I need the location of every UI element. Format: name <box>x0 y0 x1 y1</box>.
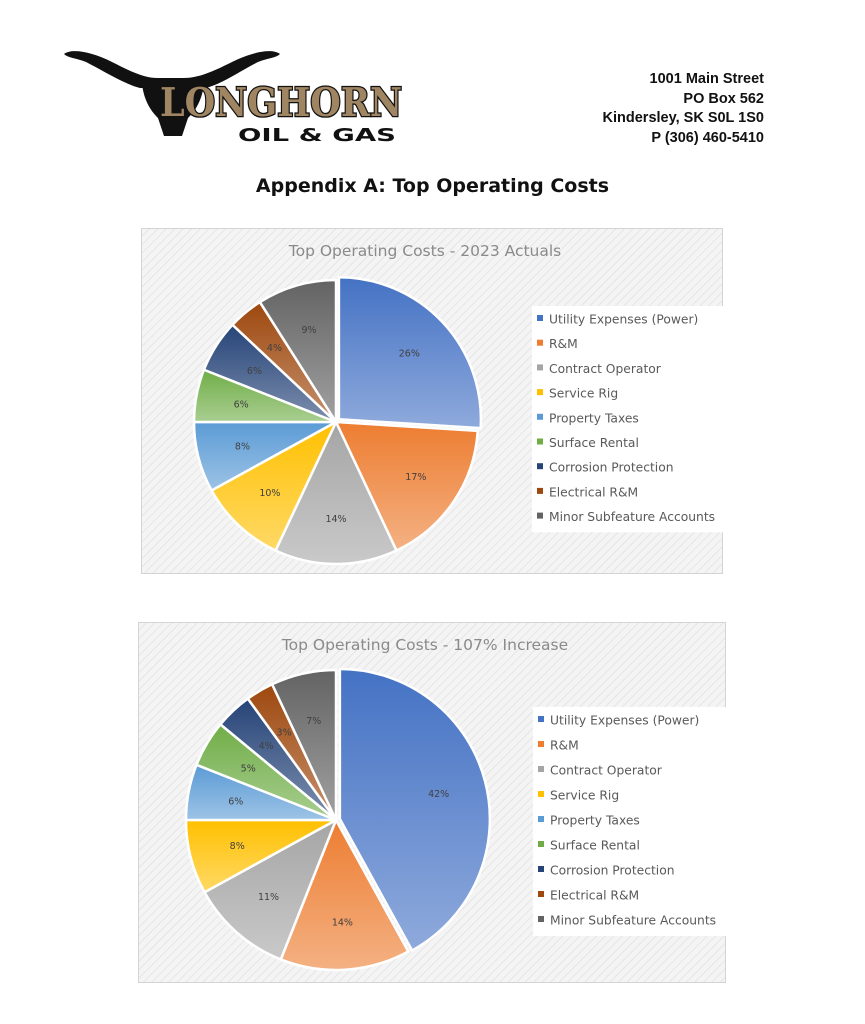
data-label-property-taxes: 8% <box>234 441 251 453</box>
address-city: Kindersley, SK S0L 1S0 <box>602 110 764 126</box>
legend-label-property-taxes: Property Taxes <box>549 411 639 426</box>
legend-swatch-service-rig <box>537 389 543 395</box>
legend-label-corrosion-protection: Corrosion Protection <box>549 460 674 475</box>
data-label-contract-operator: 14% <box>325 514 347 526</box>
data-label-electrical-r-m: 4% <box>266 343 282 355</box>
legend-swatch-property-taxes <box>538 816 544 822</box>
legend-swatch-utility-expenses-power <box>537 315 543 321</box>
legend-swatch-corrosion-protection <box>537 463 543 469</box>
pie-chart-svg <box>138 622 726 983</box>
legend-swatch-electrical-r-m <box>537 488 543 494</box>
data-label-utility-expenses-power: 42% <box>428 789 450 801</box>
chart-title: Top Operating Costs - 2023 Actuals <box>288 242 562 260</box>
data-label-r-m: 17% <box>405 471 427 483</box>
pie-chart-107-increase <box>138 622 726 983</box>
data-label-corrosion-protection: 4% <box>258 741 274 753</box>
page-heading: Appendix A: Top Operating Costs <box>255 175 610 197</box>
address-street: 1001 Main Street <box>649 71 764 87</box>
legend-label-minor-subfeature-accounts: Minor Subfeature Accounts <box>550 913 717 928</box>
legend-label-utility-expenses-power: Utility Expenses (Power) <box>550 713 700 728</box>
logo-wordmark: LONGHORN <box>160 80 402 126</box>
chart-title: Top Operating Costs - 107% Increase <box>281 636 569 654</box>
legend-label-contract-operator: Contract Operator <box>549 361 661 376</box>
legend-label-service-rig: Service Rig <box>550 788 620 803</box>
data-label-service-rig: 10% <box>259 487 281 499</box>
longhorn-logo <box>62 44 407 146</box>
legend-swatch-contract-operator <box>537 364 543 370</box>
legend-label-electrical-r-m: Electrical R&M <box>549 485 639 500</box>
pie-chart-2023-actuals <box>141 228 723 574</box>
logo-subtext: OIL & GAS <box>238 125 396 146</box>
legend-swatch-corrosion-protection <box>538 866 544 872</box>
legend-label-r-m: R&M <box>549 337 578 352</box>
legend-swatch-minor-subfeature-accounts <box>538 916 544 922</box>
legend-label-r-m: R&M <box>550 738 579 753</box>
address-po-box: PO Box 562 <box>683 90 764 107</box>
legend-label-service-rig: Service Rig <box>549 386 619 401</box>
chart-legend <box>532 306 723 532</box>
legend-swatch-contract-operator <box>538 766 544 772</box>
legend-label-corrosion-protection: Corrosion Protection <box>550 863 675 878</box>
data-label-surface-rental: 6% <box>233 399 249 411</box>
legend-swatch-r-m <box>538 741 544 747</box>
legend-label-property-taxes: Property Taxes <box>550 813 640 828</box>
legend-label-surface-rental: Surface Rental <box>550 838 640 853</box>
address-phone: P (306) 460-5410 <box>651 129 764 146</box>
legend-swatch-surface-rental <box>537 439 543 445</box>
data-label-property-taxes: 6% <box>228 796 244 808</box>
pie-chart-svg <box>141 228 723 574</box>
legend-swatch-utility-expenses-power <box>538 716 544 722</box>
data-label-r-m: 14% <box>331 917 353 929</box>
data-label-utility-expenses-power: 26% <box>398 348 420 360</box>
legend-label-minor-subfeature-accounts: Minor Subfeature Accounts <box>549 510 716 525</box>
legend-label-utility-expenses-power: Utility Expenses (Power) <box>549 312 699 327</box>
legend-label-contract-operator: Contract Operator <box>550 763 662 778</box>
chart-legend <box>533 707 726 936</box>
legend-swatch-minor-subfeature-accounts <box>537 513 543 519</box>
data-label-surface-rental: 5% <box>240 763 256 775</box>
data-label-contract-operator: 11% <box>257 892 280 904</box>
company-address <box>603 70 764 148</box>
data-label-minor-subfeature-accounts: 7% <box>306 715 322 727</box>
legend-swatch-surface-rental <box>538 841 544 847</box>
legend-swatch-service-rig <box>538 791 544 797</box>
data-label-corrosion-protection: 6% <box>246 365 263 377</box>
data-label-electrical-r-m: 3% <box>276 727 292 739</box>
legend-swatch-electrical-r-m <box>538 891 544 897</box>
legend-swatch-r-m <box>537 340 543 346</box>
data-label-service-rig: 8% <box>229 840 245 852</box>
data-label-minor-subfeature-accounts: 9% <box>301 324 317 336</box>
legend-label-electrical-r-m: Electrical R&M <box>550 888 640 903</box>
legend-label-surface-rental: Surface Rental <box>549 436 639 450</box>
legend-swatch-property-taxes <box>537 414 543 420</box>
